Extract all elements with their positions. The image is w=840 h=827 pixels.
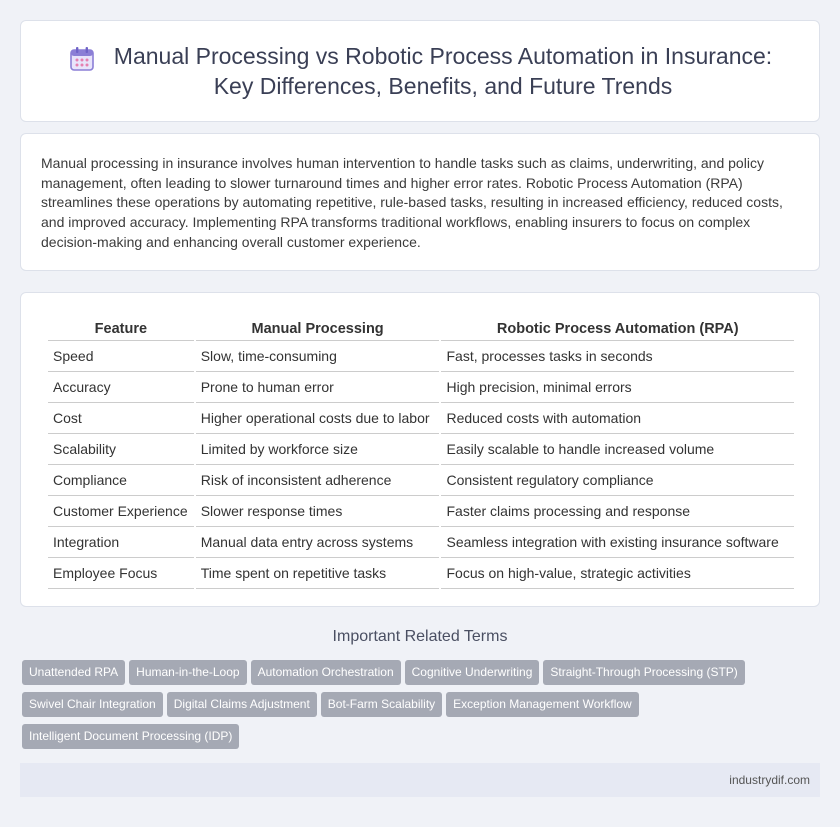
cell-feature: Speed bbox=[48, 341, 194, 372]
related-term-tag[interactable]: Digital Claims Adjustment bbox=[167, 692, 317, 717]
related-term-tag[interactable]: Swivel Chair Integration bbox=[22, 692, 163, 717]
related-terms-list bbox=[22, 660, 818, 756]
table-row bbox=[48, 341, 794, 372]
cell-manual: Time spent on repetitive tasks bbox=[196, 558, 440, 589]
table-row bbox=[48, 496, 794, 527]
table-row bbox=[48, 527, 794, 558]
cell-rpa: Seamless integration with existing insurance software bbox=[441, 527, 794, 558]
table-row bbox=[48, 558, 794, 589]
cell-manual: Risk of inconsistent adherence bbox=[196, 465, 440, 496]
comparison-card bbox=[20, 292, 820, 607]
table-header-row bbox=[48, 313, 794, 341]
cell-feature: Customer Experience bbox=[48, 496, 194, 527]
cell-rpa: Focus on high-value, strategic activities bbox=[441, 558, 794, 589]
intro-paragraph: Manual processing in insurance involves human intervention to handle tasks such as claims, underwriting, and policy management, often leading to slower turnaround times and higher error rates. Robotic Process Automation (RPA) streamlines these operations by automating repetitive, rule-based tasks, resulting in increased efficiency, reduced costs, and improved accuracy. Implementing RPA transforms traditional workflows, enabling insurers to focus on complex decision-making and enhancing overall customer experience. bbox=[41, 155, 783, 250]
header-card bbox=[20, 20, 820, 122]
table-row bbox=[48, 403, 794, 434]
cell-feature: Compliance bbox=[48, 465, 194, 496]
table-row bbox=[48, 465, 794, 496]
cell-rpa: Reduced costs with automation bbox=[441, 403, 794, 434]
related-terms-title: Important Related Terms bbox=[332, 628, 508, 645]
cell-manual: Slower response times bbox=[196, 496, 440, 527]
footer bbox=[20, 763, 820, 797]
page-title-line1: Manual Processing vs Robotic Process Automation in Insurance: bbox=[113, 43, 773, 69]
page-title-line2: Key Differences, Benefits, and Future Trends bbox=[213, 73, 673, 99]
cell-manual: Slow, time-consuming bbox=[196, 341, 440, 372]
calendar-grid-icon bbox=[68, 45, 96, 73]
table-row bbox=[48, 434, 794, 465]
cell-feature: Cost bbox=[48, 403, 194, 434]
cell-rpa: Fast, processes tasks in seconds bbox=[441, 341, 794, 372]
cell-rpa: Consistent regulatory compliance bbox=[441, 465, 794, 496]
header-rpa: Robotic Process Automation (RPA) bbox=[441, 313, 794, 341]
related-term-tag[interactable]: Bot-Farm Scalability bbox=[321, 692, 442, 717]
table-body bbox=[48, 341, 794, 589]
header-feature: Feature bbox=[48, 313, 194, 341]
related-term-tag[interactable]: Exception Management Workflow bbox=[446, 692, 639, 717]
related-term-tag[interactable]: Intelligent Document Processing (IDP) bbox=[22, 724, 239, 749]
related-term-tag[interactable]: Human-in-the-Loop bbox=[129, 660, 246, 685]
cell-feature: Integration bbox=[48, 527, 194, 558]
cell-feature: Employee Focus bbox=[48, 558, 194, 589]
cell-manual: Higher operational costs due to labor bbox=[196, 403, 440, 434]
cell-manual: Manual data entry across systems bbox=[196, 527, 440, 558]
footer-site[interactable]: industrydif.com bbox=[729, 773, 810, 787]
cell-manual: Limited by workforce size bbox=[196, 434, 440, 465]
table-row bbox=[48, 372, 794, 403]
related-term-tag[interactable]: Straight-Through Processing (STP) bbox=[543, 660, 744, 685]
related-term-tag[interactable]: Unattended RPA bbox=[22, 660, 125, 685]
cell-feature: Accuracy bbox=[48, 372, 194, 403]
related-term-tag[interactable]: Cognitive Underwriting bbox=[405, 660, 540, 685]
related-term-tag[interactable]: Automation Orchestration bbox=[251, 660, 401, 685]
cell-rpa: Faster claims processing and response bbox=[441, 496, 794, 527]
cell-rpa: High precision, minimal errors bbox=[441, 372, 794, 403]
comparison-table bbox=[46, 313, 796, 589]
cell-rpa: Easily scalable to handle increased volume bbox=[441, 434, 794, 465]
header-manual: Manual Processing bbox=[196, 313, 440, 341]
cell-manual: Prone to human error bbox=[196, 372, 440, 403]
page-title bbox=[114, 41, 772, 101]
intro-card bbox=[20, 133, 820, 271]
cell-feature: Scalability bbox=[48, 434, 194, 465]
